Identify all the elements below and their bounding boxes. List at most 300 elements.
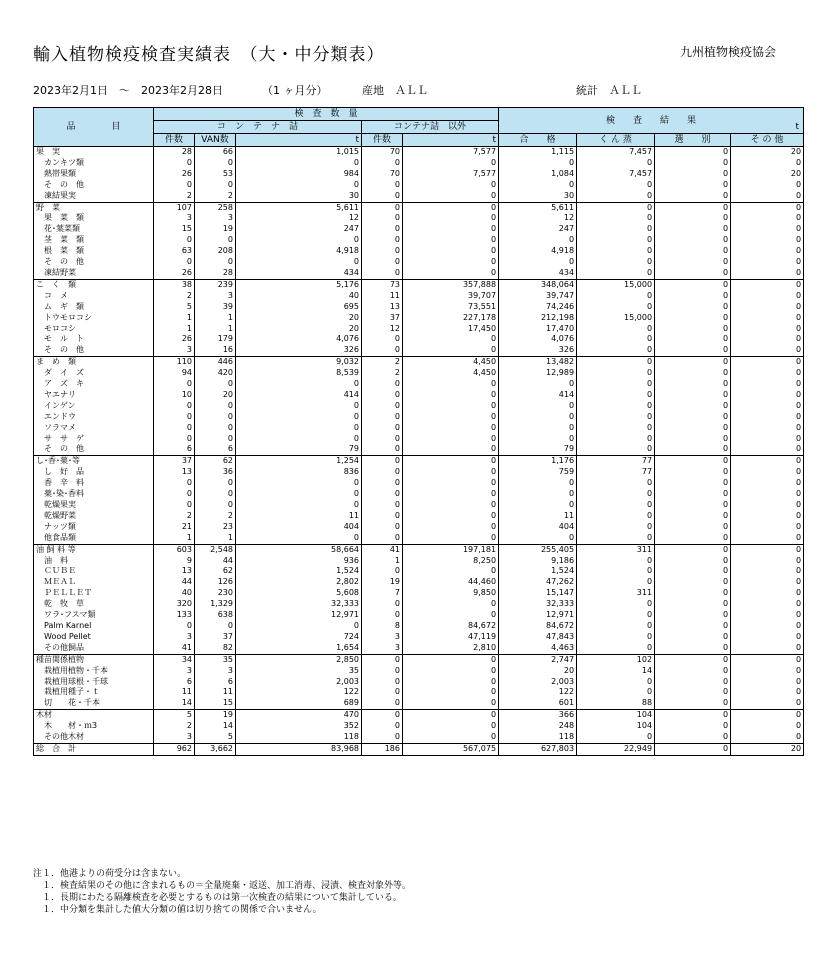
row-value-cell: 0: [731, 202, 804, 213]
row-value-cell: 0: [403, 334, 499, 345]
header-count-2: 件数: [362, 134, 403, 147]
row-value-cell: 37: [195, 632, 236, 643]
row-value-cell: 19: [195, 224, 236, 235]
row-value-cell: 0: [731, 357, 804, 368]
table-row: [34, 202, 804, 213]
note-line: １．検査結果のその他に含まれるもの＝全量廃棄・返送、加工消毒、浸漬、検査対象外等。: [33, 881, 412, 891]
row-value-cell: 7,577: [403, 169, 499, 180]
row-value-cell: 17,470: [499, 324, 577, 335]
table-row: [34, 743, 804, 755]
row-value-cell: 0: [403, 533, 499, 544]
row-item-name: モ ル ト: [34, 334, 154, 345]
row-value-cell: 21: [154, 522, 195, 533]
row-value-cell: 0: [154, 621, 195, 632]
row-value-cell: 446: [195, 357, 236, 368]
row-value-cell: 0: [362, 599, 403, 610]
row-value-cell: 404: [499, 522, 577, 533]
row-value-cell: 248: [499, 721, 577, 732]
header-result-unit: t: [795, 122, 800, 132]
row-value-cell: 84,672: [403, 621, 499, 632]
row-value-cell: 1: [362, 556, 403, 567]
row-value-cell: 0: [731, 401, 804, 412]
row-value-cell: 0: [403, 710, 499, 721]
row-value-cell: 0: [362, 522, 403, 533]
row-value-cell: 0: [577, 368, 655, 379]
row-value-cell: 0: [731, 732, 804, 743]
row-value-cell: 0: [403, 732, 499, 743]
row-value-cell: 0: [655, 246, 731, 257]
row-value-cell: 0: [731, 279, 804, 290]
row-value-cell: 0: [731, 632, 804, 643]
row-value-cell: 0: [731, 577, 804, 588]
row-value-cell: 83,968: [236, 743, 362, 755]
row-value-cell: 0: [577, 434, 655, 445]
row-value-cell: 1: [195, 533, 236, 544]
row-value-cell: 12,971: [236, 610, 362, 621]
row-value-cell: 0: [403, 444, 499, 455]
row-value-cell: 20: [236, 324, 362, 335]
row-value-cell: 0: [577, 566, 655, 577]
header-non-container-t: t: [403, 134, 499, 147]
table-row: [34, 610, 804, 621]
table-row: [34, 191, 804, 202]
row-value-cell: 0: [577, 246, 655, 257]
row-value-cell: 0: [731, 257, 804, 268]
row-item-name: 油 飼 料 等: [34, 544, 154, 555]
row-value-cell: 0: [195, 434, 236, 445]
row-value-cell: 724: [236, 632, 362, 643]
row-value-cell: 34: [154, 654, 195, 665]
row-value-cell: 0: [362, 191, 403, 202]
note-line: １．長期にわたる隔離検査を必要とするものは第一次検査の結果について集計している。: [33, 893, 402, 903]
row-value-cell: 4,463: [499, 643, 577, 654]
row-value-cell: 1,254: [236, 456, 362, 467]
table-row: [34, 302, 804, 313]
row-value-cell: 1: [195, 313, 236, 324]
row-value-cell: 0: [731, 235, 804, 246]
row-value-cell: 0: [195, 478, 236, 489]
row-value-cell: 0: [655, 213, 731, 224]
row-value-cell: 13: [154, 467, 195, 478]
row-value-cell: 0: [236, 478, 362, 489]
row-value-cell: 37: [154, 456, 195, 467]
row-value-cell: 3: [154, 345, 195, 356]
row-value-cell: 0: [655, 500, 731, 511]
row-value-cell: 255,405: [499, 544, 577, 555]
row-value-cell: 0: [362, 566, 403, 577]
table-row: [34, 412, 804, 423]
row-value-cell: 0: [577, 500, 655, 511]
table-row: [34, 213, 804, 224]
row-item-name: 栽植用植物・千本: [34, 666, 154, 677]
row-item-name: ＰＥＬＬＥＴ: [34, 588, 154, 599]
row-value-cell: 0: [403, 412, 499, 423]
row-value-cell: 0: [154, 235, 195, 246]
row-value-cell: 126: [195, 577, 236, 588]
row-value-cell: 0: [499, 500, 577, 511]
row-value-cell: 627,803: [499, 743, 577, 755]
table-row: [34, 654, 804, 665]
row-value-cell: 0: [403, 566, 499, 577]
row-value-cell: 0: [403, 456, 499, 467]
row-value-cell: 0: [362, 610, 403, 621]
row-value-cell: 0: [731, 213, 804, 224]
inspection-results-table: [33, 107, 804, 756]
row-value-cell: 77: [577, 456, 655, 467]
row-item-name: 種苗関係植物: [34, 654, 154, 665]
row-value-cell: 0: [577, 202, 655, 213]
row-value-cell: 0: [499, 235, 577, 246]
row-value-cell: 0: [655, 434, 731, 445]
table-row: [34, 390, 804, 401]
row-value-cell: 638: [195, 610, 236, 621]
row-value-cell: 0: [655, 268, 731, 279]
row-value-cell: 0: [362, 268, 403, 279]
table-row: [34, 478, 804, 489]
row-item-name: エンドウ: [34, 412, 154, 423]
row-value-cell: 0: [655, 721, 731, 732]
row-value-cell: 0: [577, 610, 655, 621]
row-value-cell: 0: [655, 533, 731, 544]
row-item-name: その他飼品: [34, 643, 154, 654]
row-value-cell: 20: [236, 313, 362, 324]
row-value-cell: 0: [403, 268, 499, 279]
row-item-name: 凍結果実: [34, 191, 154, 202]
row-value-cell: 118: [499, 732, 577, 743]
row-value-cell: 0: [499, 423, 577, 434]
row-value-cell: 0: [362, 500, 403, 511]
table-row: [34, 423, 804, 434]
row-value-cell: 420: [195, 368, 236, 379]
table-row: [34, 522, 804, 533]
row-value-cell: 1,654: [236, 643, 362, 654]
origin-filter: 産地 ＡＬＬ: [362, 84, 428, 97]
header-sorting: 選 別: [655, 134, 731, 147]
row-value-cell: 0: [236, 257, 362, 268]
row-value-cell: 0: [577, 357, 655, 368]
row-value-cell: 0: [236, 423, 362, 434]
table-row: [34, 544, 804, 555]
row-value-cell: 0: [577, 235, 655, 246]
row-value-cell: 0: [731, 224, 804, 235]
row-value-cell: 3: [154, 666, 195, 677]
row-value-cell: 0: [655, 324, 731, 335]
row-value-cell: 6: [154, 677, 195, 688]
table-row: [34, 169, 804, 180]
table-row: [34, 224, 804, 235]
row-value-cell: 17,450: [403, 324, 499, 335]
row-value-cell: 47,843: [499, 632, 577, 643]
row-item-name: 木材: [34, 710, 154, 721]
row-value-cell: 0: [403, 423, 499, 434]
row-value-cell: 0: [577, 489, 655, 500]
row-value-cell: 5: [154, 710, 195, 721]
row-item-name: ナッツ類: [34, 522, 154, 533]
row-item-name: そ の 他: [34, 444, 154, 455]
row-value-cell: 0: [731, 379, 804, 390]
table-row: [34, 379, 804, 390]
row-value-cell: 258: [195, 202, 236, 213]
row-value-cell: 1: [154, 313, 195, 324]
row-value-cell: 41: [154, 643, 195, 654]
row-value-cell: 239: [195, 279, 236, 290]
table-row: [34, 279, 804, 290]
row-value-cell: 0: [731, 533, 804, 544]
row-item-name: 薬･染･香料: [34, 489, 154, 500]
header-inspection-qty: 検 査 数 量: [154, 108, 499, 121]
row-value-cell: 2,548: [195, 544, 236, 555]
table-row: [34, 556, 804, 567]
months-count: （1 ヶ月分）: [262, 84, 328, 97]
row-value-cell: 0: [154, 401, 195, 412]
row-value-cell: 0: [731, 423, 804, 434]
table-row: [34, 687, 804, 698]
table-body: [34, 147, 804, 756]
row-value-cell: 5,608: [236, 588, 362, 599]
row-value-cell: 2,810: [403, 643, 499, 654]
row-value-cell: 0: [577, 621, 655, 632]
table-row: [34, 721, 804, 732]
row-value-cell: 0: [362, 732, 403, 743]
row-value-cell: 0: [731, 158, 804, 169]
table-row: [34, 334, 804, 345]
row-value-cell: 0: [655, 522, 731, 533]
row-item-name: インゲン: [34, 401, 154, 412]
row-value-cell: 62: [195, 566, 236, 577]
row-value-cell: 7: [362, 588, 403, 599]
row-value-cell: 1,329: [195, 599, 236, 610]
row-item-name: ム ギ 類: [34, 302, 154, 313]
row-value-cell: 0: [577, 291, 655, 302]
row-value-cell: 0: [362, 390, 403, 401]
row-value-cell: 6: [195, 444, 236, 455]
row-value-cell: 0: [499, 158, 577, 169]
row-value-cell: 15: [154, 224, 195, 235]
row-item-name: サ サ ゲ: [34, 434, 154, 445]
row-value-cell: 4,076: [499, 334, 577, 345]
table-row: [34, 666, 804, 677]
row-value-cell: 0: [655, 478, 731, 489]
row-item-name: ＣＵＢＥ: [34, 566, 154, 577]
table-row: [34, 677, 804, 688]
row-value-cell: 0: [362, 434, 403, 445]
row-value-cell: 0: [362, 423, 403, 434]
row-value-cell: 0: [577, 257, 655, 268]
row-value-cell: 0: [403, 390, 499, 401]
row-value-cell: 0: [577, 556, 655, 567]
row-value-cell: 8: [362, 621, 403, 632]
row-value-cell: 28: [154, 147, 195, 158]
row-value-cell: 352: [236, 721, 362, 732]
row-value-cell: 0: [655, 444, 731, 455]
row-value-cell: 0: [499, 478, 577, 489]
row-value-cell: 0: [154, 423, 195, 434]
row-value-cell: 230: [195, 588, 236, 599]
page-title: 輸入植物検疫検査実績表 （大・中分類表）: [33, 45, 385, 65]
row-value-cell: 0: [362, 677, 403, 688]
row-value-cell: 1: [154, 324, 195, 335]
row-value-cell: 0: [499, 180, 577, 191]
row-value-cell: 0: [403, 202, 499, 213]
row-value-cell: 0: [731, 677, 804, 688]
row-value-cell: 0: [731, 180, 804, 191]
table-row: [34, 268, 804, 279]
row-value-cell: 836: [236, 467, 362, 478]
row-value-cell: 0: [731, 324, 804, 335]
table-row: [34, 434, 804, 445]
row-value-cell: 0: [577, 180, 655, 191]
row-value-cell: 0: [195, 500, 236, 511]
row-value-cell: 5: [195, 732, 236, 743]
row-value-cell: 0: [731, 291, 804, 302]
row-value-cell: 44: [154, 577, 195, 588]
row-value-cell: 4,450: [403, 357, 499, 368]
row-value-cell: 0: [362, 687, 403, 698]
row-value-cell: 0: [362, 456, 403, 467]
row-value-cell: 0: [655, 158, 731, 169]
row-value-cell: 601: [499, 698, 577, 709]
row-value-cell: 0: [362, 444, 403, 455]
row-value-cell: 0: [655, 313, 731, 324]
row-value-cell: 936: [236, 556, 362, 567]
row-value-cell: 567,075: [403, 743, 499, 755]
row-item-name: ソラマメ: [34, 423, 154, 434]
row-value-cell: 0: [577, 643, 655, 654]
row-value-cell: 0: [655, 401, 731, 412]
row-item-name: 凍結野菜: [34, 268, 154, 279]
row-value-cell: 26: [154, 169, 195, 180]
row-value-cell: 3: [195, 213, 236, 224]
row-value-cell: 20: [499, 666, 577, 677]
row-value-cell: 15,147: [499, 588, 577, 599]
table-row: [34, 345, 804, 356]
row-value-cell: 414: [499, 390, 577, 401]
row-value-cell: 0: [731, 687, 804, 698]
row-value-cell: 326: [499, 345, 577, 356]
row-value-cell: 0: [655, 643, 731, 654]
row-value-cell: 20: [731, 743, 804, 755]
row-value-cell: 0: [655, 677, 731, 688]
row-value-cell: 603: [154, 544, 195, 555]
table-row: [34, 732, 804, 743]
row-value-cell: 0: [577, 191, 655, 202]
row-value-cell: 9,186: [499, 556, 577, 567]
row-value-cell: 0: [499, 434, 577, 445]
row-value-cell: 0: [154, 180, 195, 191]
row-value-cell: 0: [362, 666, 403, 677]
row-value-cell: 0: [195, 401, 236, 412]
row-value-cell: 0: [577, 423, 655, 434]
row-value-cell: 13,482: [499, 357, 577, 368]
row-value-cell: 0: [655, 698, 731, 709]
row-value-cell: 0: [362, 412, 403, 423]
row-value-cell: 0: [655, 566, 731, 577]
row-value-cell: 9: [154, 556, 195, 567]
row-value-cell: 0: [362, 224, 403, 235]
row-value-cell: 12: [236, 213, 362, 224]
row-value-cell: 247: [236, 224, 362, 235]
row-value-cell: 39,747: [499, 291, 577, 302]
row-value-cell: 0: [403, 401, 499, 412]
row-value-cell: 74,246: [499, 302, 577, 313]
row-value-cell: 0: [655, 279, 731, 290]
row-value-cell: 0: [655, 235, 731, 246]
header-count: 件数: [154, 134, 195, 147]
row-value-cell: 3: [195, 666, 236, 677]
row-value-cell: 35: [195, 654, 236, 665]
row-value-cell: 23: [195, 522, 236, 533]
row-value-cell: 0: [655, 456, 731, 467]
row-item-name: ＭＥＡＬ: [34, 577, 154, 588]
table-row: [34, 588, 804, 599]
row-value-cell: 20: [195, 390, 236, 401]
row-value-cell: 7,457: [577, 169, 655, 180]
row-value-cell: 3: [195, 291, 236, 302]
header-item: 品 目: [34, 108, 154, 147]
row-value-cell: 13: [154, 566, 195, 577]
row-value-cell: 0: [577, 599, 655, 610]
row-value-cell: 0: [731, 710, 804, 721]
organization-name: 九州植物検疫協会: [680, 45, 777, 59]
row-item-name: モロコシ: [34, 324, 154, 335]
row-value-cell: 0: [403, 246, 499, 257]
row-item-name: 乾 牧 草: [34, 599, 154, 610]
table-row: [34, 324, 804, 335]
row-value-cell: 0: [655, 556, 731, 567]
row-value-cell: 0: [577, 213, 655, 224]
row-value-cell: 12,989: [499, 368, 577, 379]
row-value-cell: 20: [731, 147, 804, 158]
row-value-cell: 0: [236, 235, 362, 246]
row-item-name: し･香･薬･等: [34, 456, 154, 467]
row-value-cell: 0: [236, 533, 362, 544]
row-value-cell: 37: [362, 313, 403, 324]
row-value-cell: 122: [499, 687, 577, 698]
row-value-cell: 0: [362, 489, 403, 500]
row-value-cell: 0: [403, 687, 499, 698]
row-value-cell: 0: [655, 588, 731, 599]
row-value-cell: 0: [577, 632, 655, 643]
row-value-cell: 0: [731, 511, 804, 522]
row-value-cell: 14: [154, 698, 195, 709]
row-item-name: 木 材・ｍ3: [34, 721, 154, 732]
row-value-cell: 5,611: [236, 202, 362, 213]
row-value-cell: 186: [362, 743, 403, 755]
row-value-cell: 0: [731, 522, 804, 533]
row-value-cell: 0: [195, 257, 236, 268]
row-item-name: その他木材: [34, 732, 154, 743]
row-value-cell: 0: [655, 334, 731, 345]
row-item-name: Wood Pellet: [34, 632, 154, 643]
row-value-cell: 0: [154, 412, 195, 423]
row-item-name: ア ズ キ: [34, 379, 154, 390]
row-value-cell: 11: [499, 511, 577, 522]
header-result-label: 検 査 結 果: [606, 115, 697, 126]
stats-filter: 統計 ＡＬＬ: [576, 84, 642, 97]
row-item-name: ダ イ ズ: [34, 368, 154, 379]
row-value-cell: 0: [655, 357, 731, 368]
row-value-cell: 0: [655, 202, 731, 213]
header-van: VAN数: [195, 134, 236, 147]
row-value-cell: 3: [154, 732, 195, 743]
row-value-cell: 0: [154, 489, 195, 500]
row-value-cell: 0: [403, 698, 499, 709]
table-row: [34, 643, 804, 654]
row-value-cell: 0: [362, 235, 403, 246]
row-value-cell: 2: [154, 511, 195, 522]
row-value-cell: 0: [655, 489, 731, 500]
row-value-cell: 0: [236, 379, 362, 390]
